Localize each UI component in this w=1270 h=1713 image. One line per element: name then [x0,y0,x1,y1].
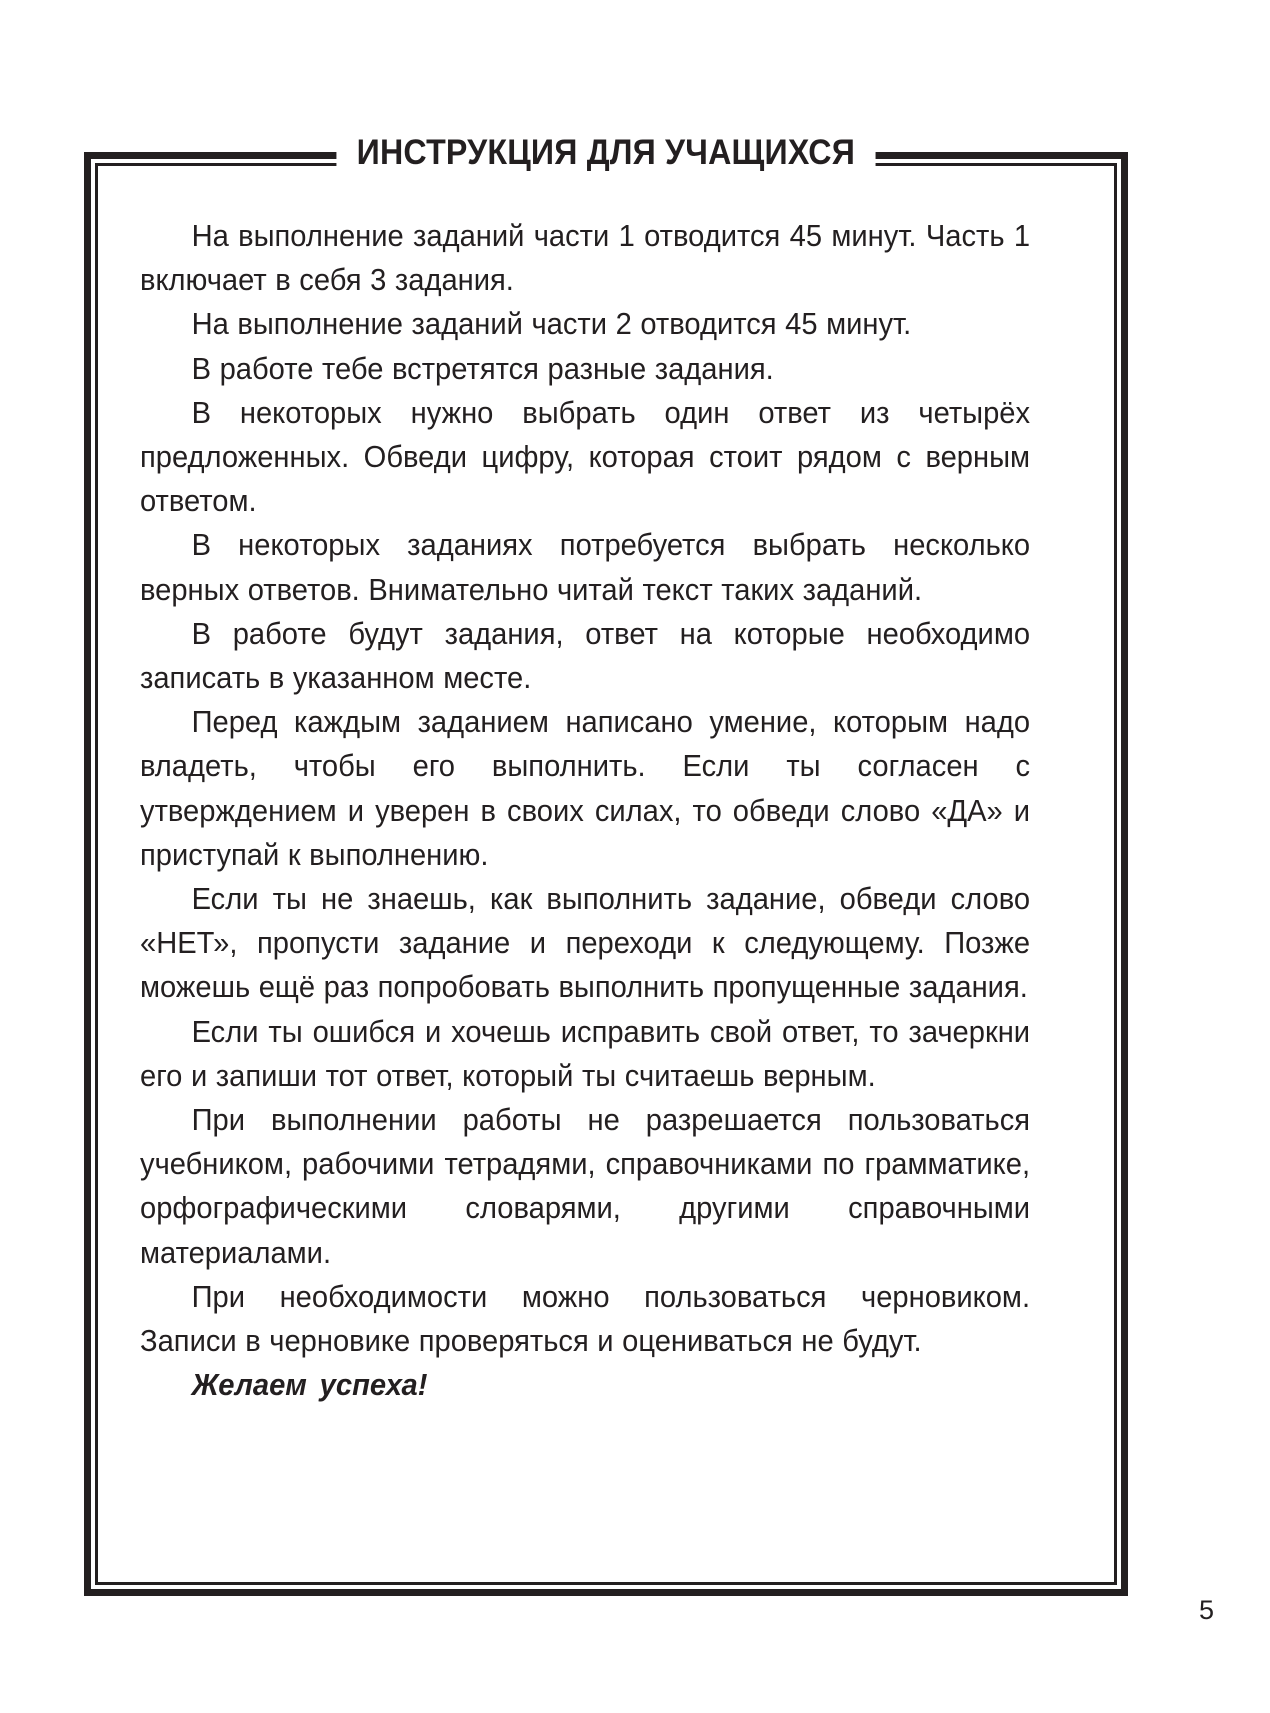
page-number: 5 [1198,1595,1214,1625]
paragraph: При необходимости можно пользоваться черновиком. Записи в черновике проверяться и оцениваться не будут. [140,1279,1031,1359]
paragraph: При выполнении работы не разрешается пользоваться учебником, рабочими тетрадями, справочниками по грамматике, орфографическими словарями, другими справочными материалами. [140,1103,1031,1270]
paragraph: В работе будут задания, ответ на которые необходимо записать в указанном месте. [140,616,1031,696]
instruction-frame [84,133,1128,1596]
closing-wish: Желаем успеха! [191,1368,428,1403]
paragraph: Если ты не знаешь, как выполнить задание, обведи слово «НЕТ», пропусти задание и переходи к следующему. Позже можешь ещё раз попробовать выполнить пропущенные задания. [140,882,1031,1005]
paragraph: Перед каждым заданием написано умение, которым надо владеть, чтобы его выполнить. Если ты согласен с утверждением и уверен в своих силах, то обведи слово «ДА» и приступай к выполнению. [140,705,1031,872]
paragraph: Если ты ошибся и хочешь исправить свой ответ, то зачеркни его и запиши тот ответ, который ты считаешь верным. [140,1014,1031,1093]
paragraph: В работе тебе встретятся разные задания. [191,351,774,386]
instruction-body [140,214,1072,1407]
paragraph: В некоторых нужно выбрать один ответ из четырёх предложенных. Обведи цифру, которая стоит рядом с верным ответом. [140,395,1031,519]
page-title: ИНСТРУКЦИЯ ДЛЯ УЧАЩИХСЯ [337,131,876,175]
paragraph: В некоторых заданиях потребуется выбрать несколько верных ответов. Внимательно читай текст таких заданий. [140,528,1031,607]
paragraph: На выполнение заданий части 1 отводится 45 минут. Часть 1 включает в себя 3 задания. [140,219,1031,298]
paragraph: На выполнение заданий части 2 отводится 45 минут. [191,307,912,342]
